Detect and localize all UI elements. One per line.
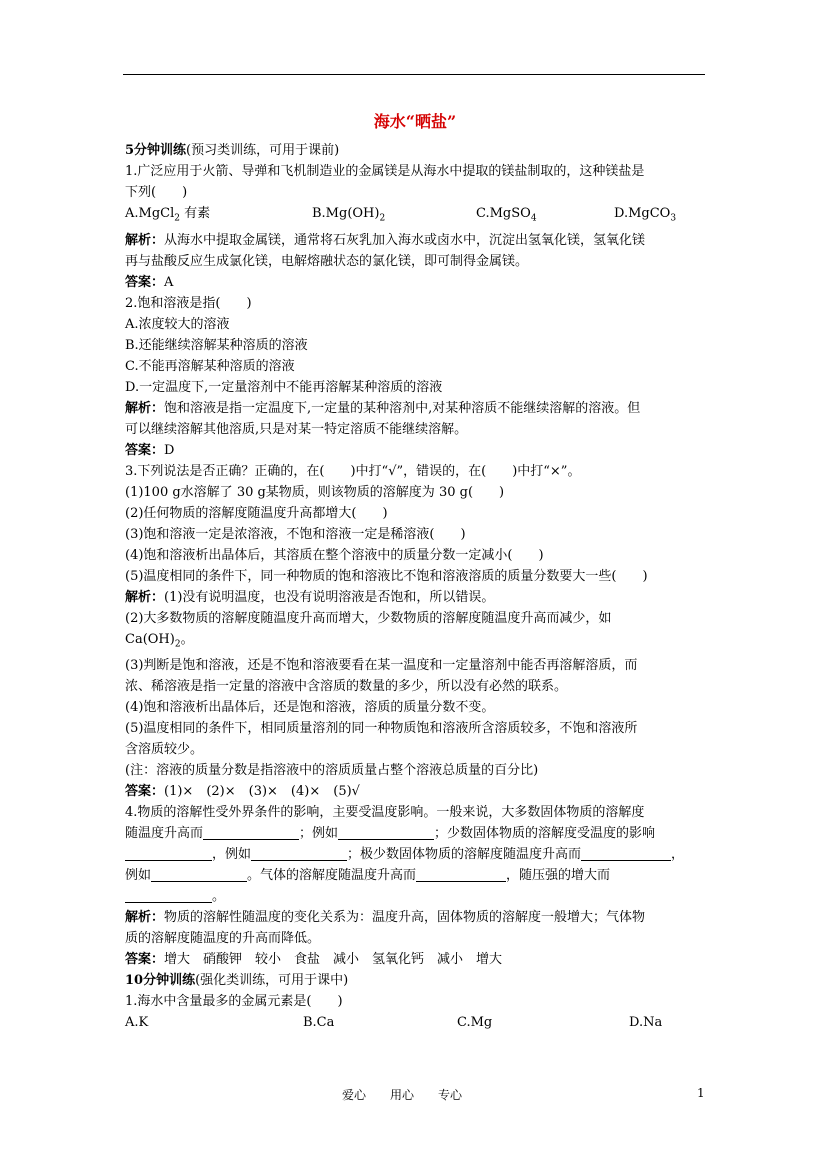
question-stem: 4.物质的溶解性受外界条件的影响，主要受温度影响。一般来说，大多数固体物质的溶解度	[125, 805, 645, 821]
header-rule	[123, 74, 705, 75]
analysis-item: (4)饱和溶液析出晶体后，还是饱和溶液，溶质的质量分数不变。	[125, 700, 495, 716]
option-c: C.MgSO$_4$	[476, 206, 537, 224]
answer-blank[interactable]	[203, 825, 299, 840]
analysis: 解析：(1)没有说明温度，也没有说明溶液是否饱和，所以错误。	[125, 589, 495, 605]
option-b: B.Ca	[303, 1015, 335, 1031]
question-stem: 1.广泛应用于火箭、导弹和飞机制造业的金属镁是从海水中提取的镁盐制取的，这种镁盐是	[125, 164, 645, 179]
note: (注：溶液的质量分数是指溶液中的溶质质量占整个溶液总质量的百分比)	[125, 763, 539, 779]
analysis-item: 含溶质较少。	[125, 742, 204, 758]
section-heading	[125, 970, 705, 991]
footer-slogan: 爱心 用心 专心	[342, 1088, 463, 1102]
fill-line: 。	[125, 886, 705, 907]
statement-item: (2)任何物质的溶解度随温度升高都增大( )	[125, 505, 388, 521]
analysis-item: $Ca(OH)_2$。	[125, 631, 194, 650]
page-number: 1	[697, 1086, 705, 1100]
analysis-item: (5)温度相同的条件下，相同质量溶剂的同一种物质饱和溶液所含溶质较多，不饱和溶液所	[125, 721, 638, 737]
section-heading-label: 10分钟训练	[125, 973, 196, 989]
answer: 答案：(1)× (2)× (3)× (4)× (5)√	[125, 784, 360, 800]
fill-line: ，例如 ；极少数固体物质的溶解度随温度升高而 ，	[125, 844, 705, 865]
analysis: 解析：饱和溶液是指一定温度下,一定量的某种溶剂中,对某种溶质不能继续溶解的溶液。但	[125, 400, 641, 416]
question-stem: 2.饱和溶液是指( )	[125, 295, 252, 311]
answer-blank[interactable]	[581, 846, 671, 861]
answer-blank[interactable]	[416, 867, 506, 882]
option-b: $B.Mg(OH)_2$	[312, 206, 386, 224]
options-row	[125, 1012, 705, 1033]
section-heading-note: (强化类训练，可用于课中)	[195, 973, 349, 989]
answer-blank[interactable]	[251, 846, 347, 861]
statement-item: (1)100 g水溶解了 30 g某物质，则该物质的溶解度为 30 g( )	[125, 484, 505, 500]
option-c: C.Mg	[457, 1015, 493, 1031]
analysis-continued: 质的溶解度随温度的升高而降低。	[125, 931, 321, 947]
analysis: 解析：从海水中提取金属镁，通常将石灰乳加入海水或卤水中，沉淀出氢氧化镁，氢氧化镁	[125, 232, 646, 248]
option-a: A.浓度较大的溶液	[125, 316, 230, 332]
option-b: B.还能继续溶解某种溶质的溶液	[125, 337, 308, 353]
option-a: A.MgCl$_2$ 有素	[125, 206, 211, 224]
answer-blank[interactable]	[338, 825, 434, 840]
option-d: D.一定温度下,一定量溶剂中不能再溶解某种溶质的溶液	[125, 379, 443, 395]
answer-blank[interactable]	[151, 867, 247, 882]
analysis-item: 浓、稀溶液是指一定量的溶液中含溶质的数量的多少，所以没有必然的联系。	[125, 679, 568, 695]
answer-blank[interactable]	[125, 888, 212, 903]
option-d: D.MgCO$_3$	[614, 206, 677, 224]
section-heading	[125, 140, 705, 161]
options-row	[125, 203, 705, 230]
question-stem: 下列( )	[125, 185, 188, 200]
analysis-item: (3)判断是饱和溶液，还是不饱和溶液要看在某一温度和一定量溶剂中能否再溶解溶质，而	[125, 658, 638, 674]
analysis: 解析：物质的溶解性随温度的变化关系为：温度升高，固体物质的溶解度一般增大；气体物	[125, 910, 646, 926]
statement-item: (4)饱和溶液析出晶体后，其溶质在整个溶液中的质量分数一定减小( )	[125, 547, 544, 563]
question-stem: 1.海水中含量最多的金属元素是( )	[125, 994, 343, 1010]
fill-line: 随温度升高而 ；例如 ；少数固体物质的溶解度受温度的影响	[125, 826, 656, 842]
statement-item: (5)温度相同的条件下，同一种物质的饱和溶液比不饱和溶液溶质的质量分数要大一些( )	[125, 568, 648, 584]
answer: 答案：增大 硝酸钾 较小 食盐 减小 氢氧化钙 减小 增大	[125, 952, 503, 968]
answer: 答案：A	[125, 274, 174, 290]
option-a: A.K	[125, 1015, 149, 1031]
section-heading-note: (预习类训练，可用于课前)	[186, 143, 340, 158]
statement-item: (3)饱和溶液一定是浓溶液，不饱和溶液一定是稀溶液( )	[125, 526, 466, 542]
section-heading-label: 5分钟训练	[125, 143, 187, 158]
answer-blank[interactable]	[125, 846, 212, 861]
fill-line: 例如 。气体的溶解度随温度升高而 ，随压强的增大而	[125, 868, 611, 884]
analysis-continued: 可以继续溶解其他溶质,只是对某一特定溶质不能继续溶解。	[125, 421, 468, 437]
answer: 答案：D	[125, 442, 175, 458]
page-title: 海水“晒盐”	[373, 112, 457, 131]
option-d: D.Na	[629, 1015, 663, 1031]
analysis-continued: 再与盐酸反应生成氯化镁，电解熔融状态的氯化镁，即可制得金属镁。	[125, 253, 529, 269]
document-body	[125, 110, 705, 1033]
analysis-item: (2)大多数物质的溶解度随温度升高而增大，少数物质的溶解度随温度升高而减少，如	[125, 610, 612, 626]
option-c: C.不能再溶解某种溶质的溶液	[125, 358, 295, 374]
question-stem: 3.下列说法是否正确？正确的，在( )中打“√”，错误的，在( )中打“×”。	[125, 463, 581, 479]
